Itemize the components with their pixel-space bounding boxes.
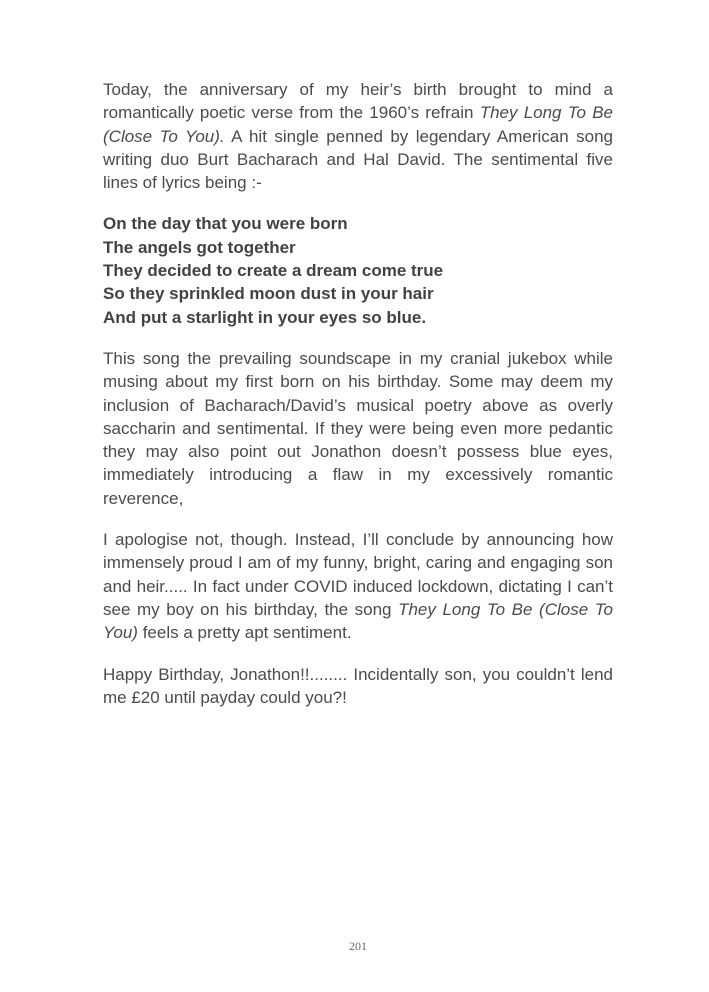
text-run: feels a pretty apt sentiment. [137,623,352,643]
lyric-line: The angels got together [103,237,296,257]
lyric-line: And put a starlight in your eyes so blue. [103,307,427,327]
text-run: I apologise not, though. Instead, I’ll conclude by announcing how immensely proud I am of my funny, bright, caring and engaging son and heir..... In fact under COVID induced lockdown, dictating I can’t see my boy on his birthday, the song [103,530,613,619]
text-run: A hit single penned by legendary American song writing duo Burt Bacharach and Hal David. The sentimental five lines of lyrics being :- [103,126,613,193]
paragraph-birthday: Happy Birthday, Jonathon!!........ Incidentally son, you couldn’t lend me £20 until payday could you?! [103,664,613,707]
paragraph-intro [103,78,613,194]
paragraph-apology [103,528,613,644]
page-content [103,78,613,727]
song-title-italic: They Long To Be (Close To You). [103,103,613,146]
lyric-line: They decided to create a dream come true [103,261,444,281]
text-run: Today, the anniversary of my heir’s birth brought to mind a romantically poetic verse from the 1960’s refrain [103,80,613,123]
song-title-italic: They Long To Be (Close To You) [103,599,614,643]
lyric-line: On the day that you were born [103,214,348,234]
page-number: 201 [349,939,367,953]
paragraph-jukebox: This song the prevailing soundscape in my cranial jukebox while musing about my first born on his birthday. Some may deem my inclusion of Bacharach/David’s musical poetry above as overly saccharin and sentimental. If they were being even more pedantic they may also point out Jonathon doesn’t possess blue eyes, immediately introducing a flaw in my excessively romantic reverence, [103,348,613,508]
song-lyrics [103,212,613,328]
lyric-line: So they sprinkled moon dust in your hair [103,284,434,304]
